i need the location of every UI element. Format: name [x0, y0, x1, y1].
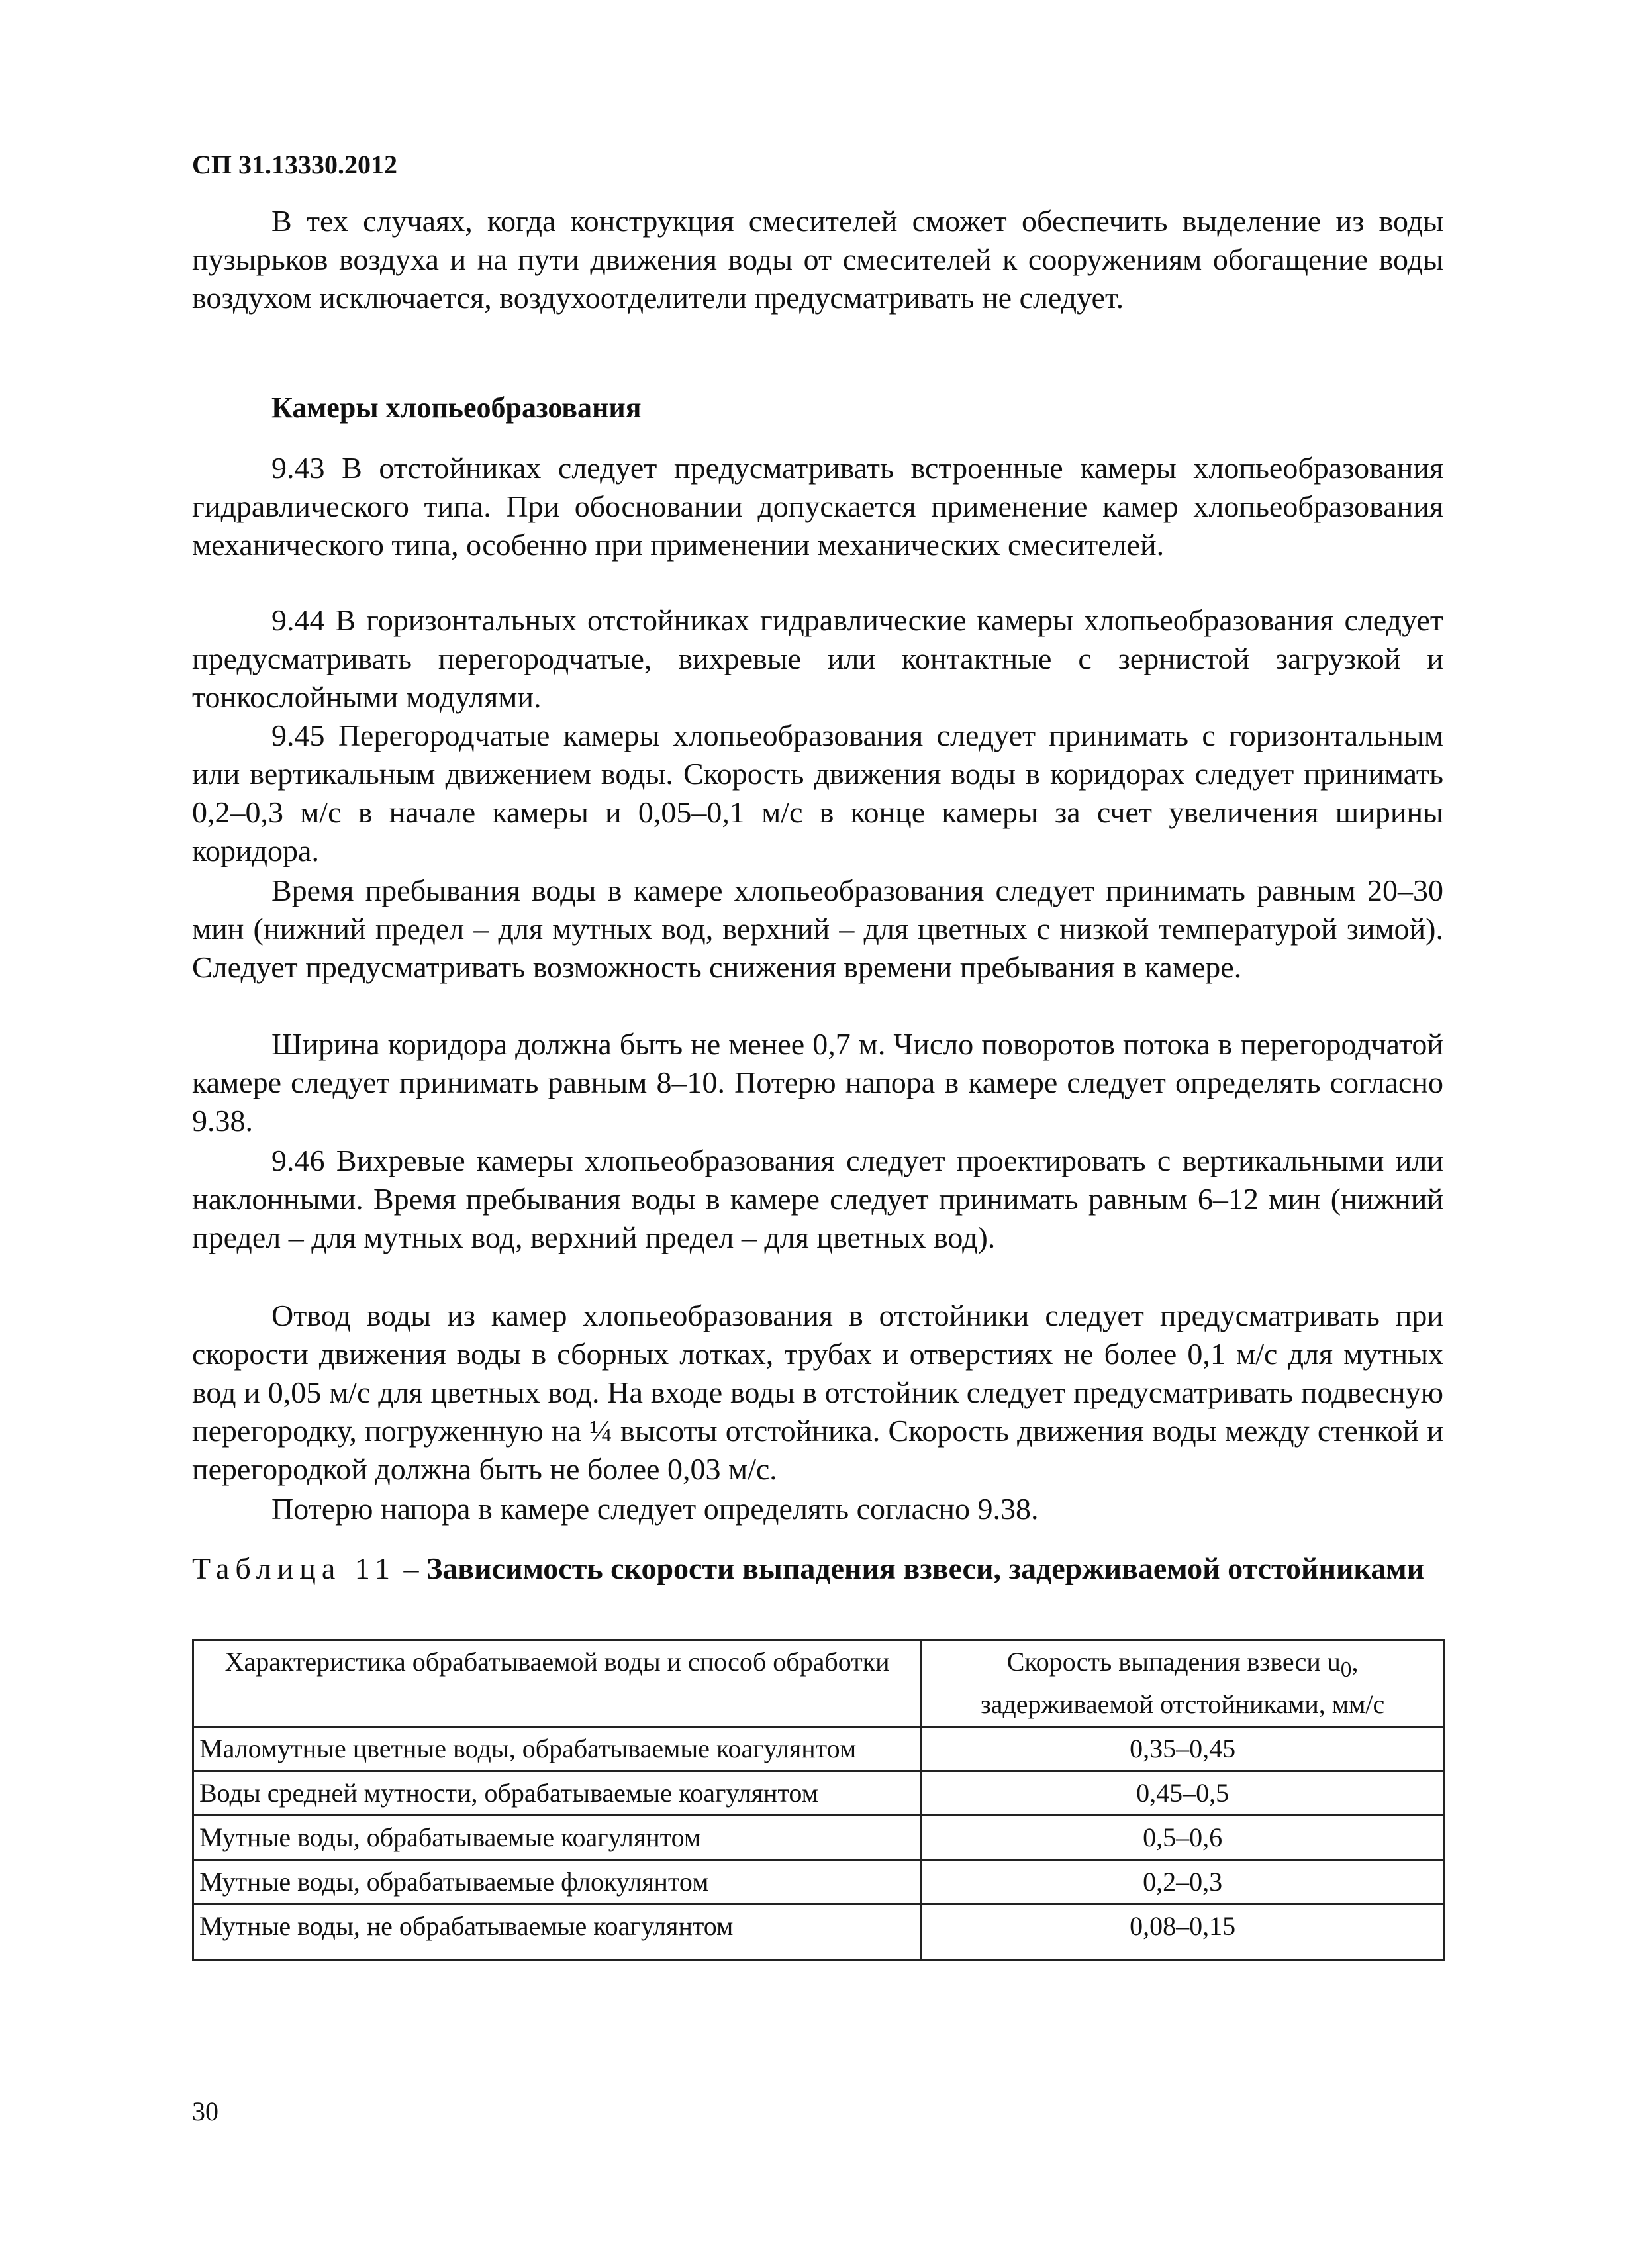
table-header-description: Характеристика обрабатываемой воды и способ обработки: [193, 1640, 922, 1727]
table-row: [193, 1771, 1444, 1816]
table-caption-text: Зависимость скорости выпадения взвеси, задерживаемой отстойниками: [426, 1552, 1425, 1585]
paragraph-9-45-width: Ширина коридора должна быть не менее 0,7 м. Число поворотов потока в перегородчатой камере следует принимать равным 8–10. Потерю напора в камере следует определять согласно 9.38.: [192, 1027, 1443, 1138]
table-cell-description: Мутные воды, обрабатываемые коагулянтом: [193, 1816, 922, 1860]
table-cell-value: 0,45–0,5: [922, 1771, 1444, 1816]
table-row: [193, 1816, 1444, 1860]
table-cell-value: 0,35–0,45: [922, 1727, 1444, 1771]
table-header-speed-subscript: 0: [1340, 1657, 1352, 1682]
table-cell-description: Маломутные цветные воды, обрабатываемые коагулянтом: [193, 1727, 922, 1771]
table-cell-description: Мутные воды, обрабатываемые флокулянтом: [193, 1860, 922, 1904]
paragraph-9-45: 9.45 Перегородчатые камеры хлопьеобразования следует принимать с горизонтальным или вертикальным движением воды. Скорость движения воды в коридорах следует принимать 0,2–0,3 м/с в начале камеры и 0,05–0,1 м/с в конце камеры за счет увеличения ширины коридора.: [192, 718, 1443, 867]
paragraph-9-46-outlet: Отвод воды из камер хлопьеобразования в отстойники следует предусматривать при скорости движения воды в сборных лотках, трубах и отверстиях не более 0,1 м/с для мутных вод и 0,05 м/с для цветных вод. На входе воды в отстойник следует предусматривать подвесную перегородку, погруженную на ¼ высоты отстойника. Скорость движения воды между стенкой и перегородкой должна быть не более 0,03 м/с.: [192, 1299, 1443, 1486]
table-header-speed: [922, 1640, 1444, 1727]
table-cell-value: 0,08–0,15: [922, 1904, 1444, 1961]
page-number: 30: [192, 2096, 218, 2126]
table-cell-value: 0,2–0,3: [922, 1860, 1444, 1904]
paragraph-9-44: 9.44 В горизонтальных отстойниках гидравлические камеры хлопьеобразования следует предусматривать перегородчатые, вихревые или контактные с зернистой загрузкой и тонкослойными модулями.: [192, 603, 1443, 714]
table-cell-value: 0,5–0,6: [922, 1816, 1444, 1860]
table-caption-label: Таблица 11: [192, 1552, 397, 1585]
table-row: [193, 1904, 1444, 1961]
table-header-speed-text: Скорость выпадения взвеси u: [1006, 1647, 1341, 1677]
paragraph-9-45-time: Время пребывания воды в камере хлопьеобразования следует принимать равным 20–30 мин (нижний предел – для мутных вод, верхний – для цветных с низкой температурой зимой). Следует предусматривать возможность снижения времени пребывания в камере.: [192, 873, 1443, 984]
paragraph-9-46: 9.46 Вихревые камеры хлопьеобразования следует проектировать с вертикальными или наклонными. Время пребывания воды в камере следует принимать равным 6–12 мин (нижний предел – для мутных вод, верхний предел – для цветных вод).: [192, 1144, 1443, 1254]
paragraph-9-43: 9.43 В отстойниках следует предусматривать встроенные камеры хлопьеобразования гидравлического типа. При обосновании допускается применение камер хлопьеобразования механического типа, особенно при применении механических смесителей.: [192, 451, 1443, 562]
table-row: [193, 1727, 1444, 1771]
intro-paragraph: В тех случаях, когда конструкция смесителей сможет обеспечить выделение из воды пузырьков воздуха и на пути движения воды от смесителей к сооружениям обогащение воды воздухом исключается, воздухоотделители предусматривать не следует.: [192, 204, 1443, 315]
table-header-speed-unit: , задерживаемой отстойниками, мм/с: [980, 1647, 1385, 1719]
table-cell-description: Мутные воды, не обрабатываемые коагулянтом: [193, 1904, 922, 1961]
table-caption-dash: –: [396, 1552, 427, 1585]
table-header-row: [193, 1640, 1444, 1727]
document-code: СП 31.13330.2012: [192, 150, 397, 179]
table-row: [193, 1860, 1444, 1904]
settling-speed-table: [192, 1639, 1445, 1961]
section-title: Камеры хлопьеобразования: [271, 391, 642, 424]
table-caption: [192, 1550, 1443, 1588]
table-cell-description: Воды средней мутности, обрабатываемые коагулянтом: [193, 1771, 922, 1816]
paragraph-9-46-loss: Потерю напора в камере следует определять согласно 9.38.: [271, 1492, 1039, 1526]
